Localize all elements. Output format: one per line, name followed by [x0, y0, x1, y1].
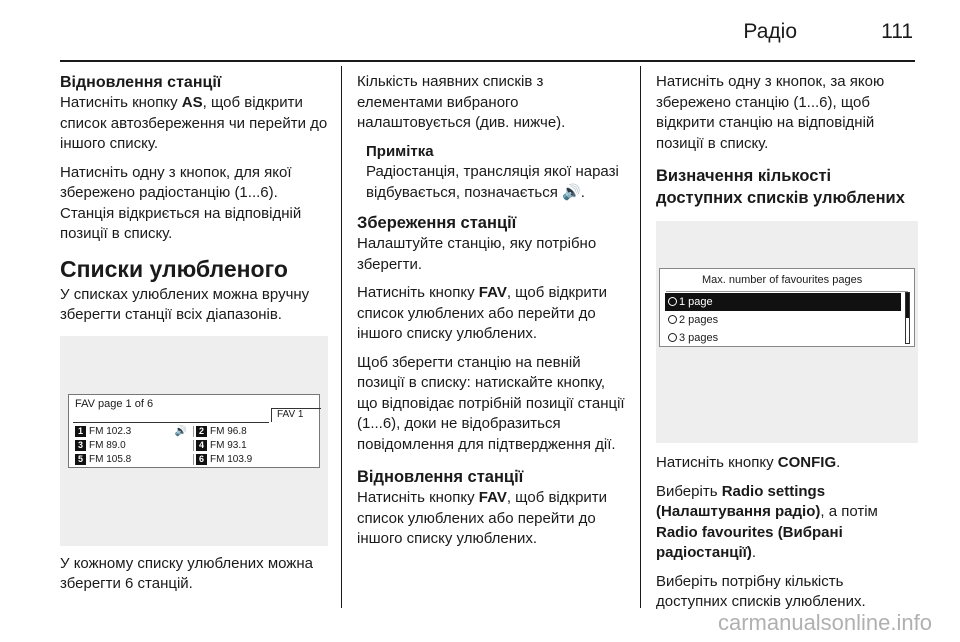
menu-option-1-page — [665, 293, 901, 311]
slot-number: 5 — [75, 454, 86, 465]
divider — [666, 291, 908, 292]
option-label: 3 pages — [679, 332, 719, 344]
slot-number: 2 — [196, 426, 207, 437]
divider — [73, 422, 269, 423]
favourites-screen-illustration — [60, 336, 328, 546]
text: Натисніть кнопку — [656, 454, 778, 471]
max-favourites-menu — [659, 268, 915, 347]
option-label: 1 page — [679, 296, 713, 308]
slot-station: FM 103.9 — [210, 454, 253, 465]
radio-icon — [668, 315, 677, 324]
radio-icon — [668, 297, 677, 306]
heading-favourites-lists: Списки улюбленого — [60, 255, 288, 282]
paragraph: Налаштуйте станцію, яку потрібно зберегти. — [357, 235, 597, 273]
note-text: Радіостанція, трансляція якої наразі відбувається, позначається 🔊. — [366, 163, 619, 201]
slot-row — [73, 425, 315, 439]
slot-number: 1 — [75, 426, 86, 437]
fav-slot-5 — [73, 454, 194, 465]
menu-title: Max. number of favourites pages — [702, 274, 863, 286]
text: , а потім — [820, 503, 878, 520]
column-1 — [60, 72, 328, 595]
key-name: AS — [181, 94, 203, 111]
text: Натисніть кнопку — [357, 284, 479, 301]
slot-row — [73, 453, 315, 467]
menu-name: Radio settings (Налаштування радіо) — [656, 482, 826, 520]
paragraph — [357, 283, 627, 345]
text: Виберіть — [656, 482, 722, 500]
slot-row — [73, 439, 315, 453]
key-name: CONFIG — [777, 454, 837, 471]
fav-slot-2 — [194, 426, 315, 437]
slot-station: FM 89.0 — [89, 440, 126, 451]
heading-save-station: Збереження станції — [357, 214, 517, 232]
fav-slot-3 — [73, 440, 194, 451]
paragraph: У кожному списку улюблених можна зберегти 6 станцій. — [60, 554, 313, 592]
paragraph: Натисніть одну з кнопок, для якої збережено радіостанцію (1...6). Станція відкриється на відповідній позиції в списку. — [60, 163, 302, 242]
fav-page-title: FAV page 1 of 6 — [75, 397, 154, 410]
text: Радіостанція, трансляція якої наразі відбувається, позначається — [366, 163, 619, 201]
note-title: Примітка — [366, 142, 434, 160]
watermark: carmanualsonline.info — [717, 610, 932, 635]
speaker-icon: 🔊 — [562, 183, 581, 201]
slot-station: FM 105.8 — [89, 454, 132, 465]
menu-option-2-pages — [665, 311, 901, 329]
text: , щоб відкрити список улюблених або перейти до іншого списку улюблених. — [357, 489, 608, 547]
text: . — [751, 544, 757, 561]
text: . — [836, 454, 841, 471]
text: Натисніть кнопку — [60, 94, 182, 111]
slot-number: 6 — [196, 454, 207, 465]
paragraph — [656, 453, 918, 474]
paragraph — [656, 482, 918, 564]
menu-scrollbar — [905, 292, 910, 344]
fav-slot-1 — [73, 426, 194, 437]
option-label: 2 pages — [679, 314, 719, 326]
paragraph: Виберіть потрібну кількість доступних списків улюблених. — [656, 572, 866, 610]
page-header — [60, 0, 915, 62]
fav-slot-6 — [194, 454, 315, 465]
heading-restore-station: Відновлення станції — [357, 468, 524, 486]
paragraph — [357, 488, 627, 550]
paragraph: У списках улюблених можна вручну зберегти станції всіх діапазонів. — [60, 285, 310, 323]
fav-tab: FAV 1 — [271, 408, 321, 422]
fav-slots — [73, 425, 315, 467]
slot-number: 4 — [196, 440, 207, 451]
fav-display — [68, 394, 320, 468]
heading-restore-station: Відновлення станції — [60, 74, 222, 91]
text: , щоб відкрити список автозбереження чи перейти до іншого списку. — [60, 94, 328, 152]
paragraph: Кількість наявних списків з елементами вибраного налаштовується (див. нижче). — [357, 73, 566, 131]
key-name: FAV — [478, 284, 507, 301]
key-name: FAV — [478, 489, 507, 506]
note-block — [366, 142, 627, 204]
column-2 — [357, 72, 627, 550]
slot-station: FM 102.3 — [89, 426, 132, 437]
fav-slot-4 — [194, 440, 315, 451]
menu-option-3-pages — [665, 329, 901, 347]
menu-name: Radio favourites (Вибрані радіостанції) — [656, 523, 843, 561]
scroll-thumb — [906, 293, 909, 318]
paragraph — [60, 93, 328, 155]
menu-screen-illustration — [656, 221, 918, 443]
column-divider — [640, 66, 641, 608]
slot-station: FM 96.8 — [210, 426, 247, 437]
radio-icon — [668, 333, 677, 342]
speaker-icon: 🔊 — [174, 426, 187, 437]
heading-number-of-lists: Визначення кількості доступних списків улюблених — [656, 167, 905, 207]
slot-number: 3 — [75, 440, 86, 451]
column-divider — [341, 66, 342, 608]
page-section-title: Радіо — [743, 20, 797, 43]
paragraph: Натисніть одну з кнопок, за якою збережено станцію (1...6), щоб відкрити станцію на відповідній позиції в списку. — [656, 73, 885, 152]
text: Натисніть кнопку — [357, 489, 479, 506]
page-number: 111 — [881, 20, 913, 43]
slot-station: FM 93.1 — [210, 440, 247, 451]
paragraph: Щоб зберегти станцію на певній позиції в списку: натискайте кнопку, що відповідає потрібній позиції станції (1...6), доки не відобразиться повідомлення для підтвердження дії. — [357, 353, 625, 453]
column-3 — [656, 72, 918, 613]
text: , щоб відкрити список улюблених або перейти до іншого списку улюблених. — [357, 284, 608, 342]
